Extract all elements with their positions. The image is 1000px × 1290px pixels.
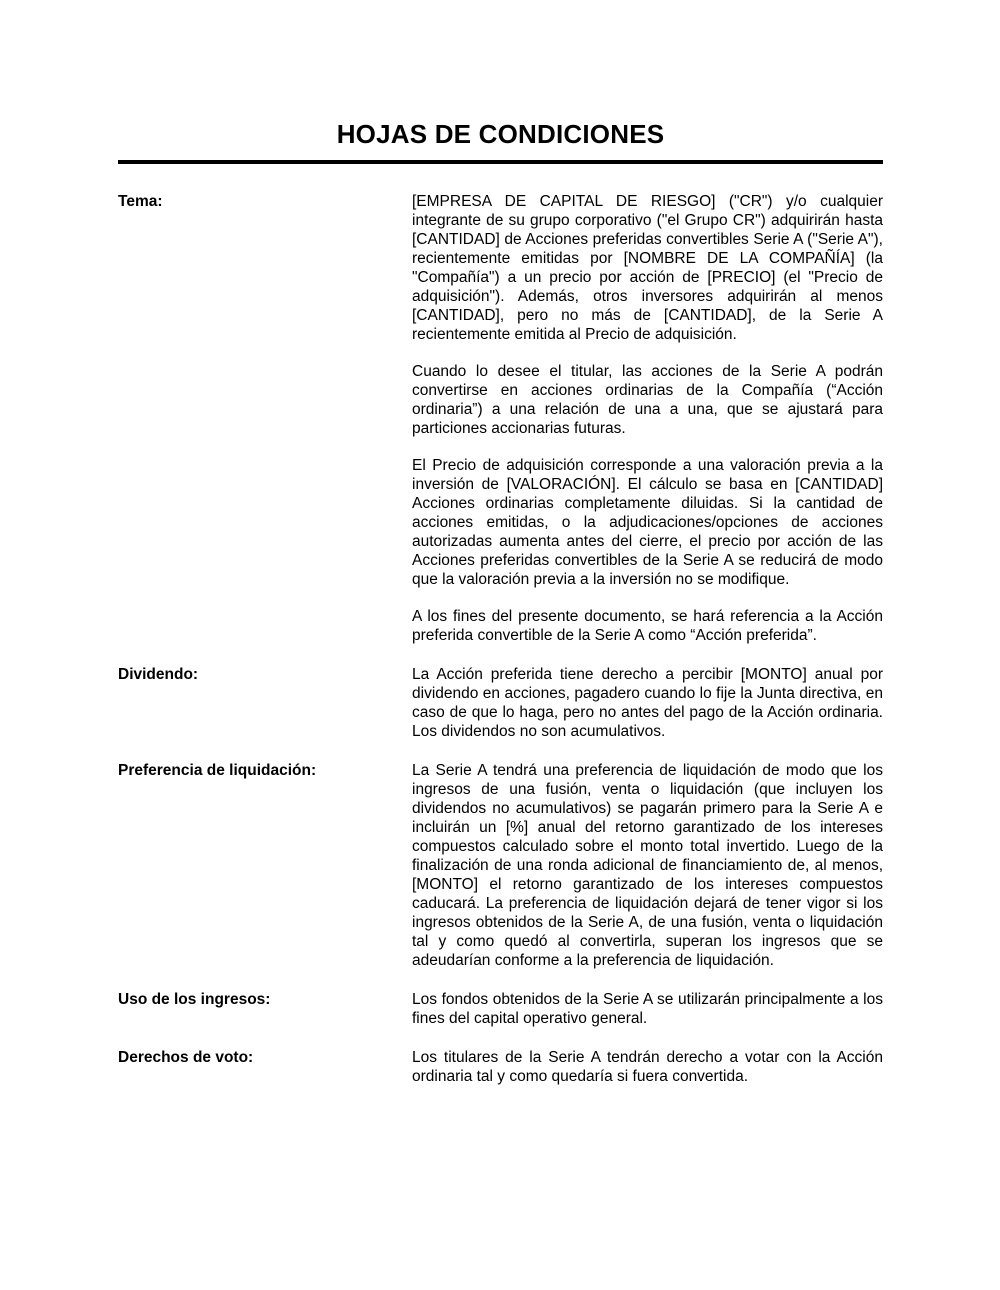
- term-body: [412, 192, 883, 645]
- title-divider: [118, 160, 883, 164]
- term-paragraph: El Precio de adquisición corresponde a una valoración previa a la inversión de [VALORACIÓN]. El cálculo se basa en [CANTIDAD] Acciones ordinarias completamente diluidas. Si la cantidad de acciones emitidas, o la adjudicaciones/opciones de acciones autorizadas aumenta antes del cierre, el precio por acción de las Acciones preferidas convertibles de la Serie A se reducirá de modo que la valoración previa a la inversión no se modifique.: [412, 457, 883, 588]
- document-page: [118, 118, 883, 1106]
- page-title: HOJAS DE CONDICIONES: [336, 119, 665, 149]
- term-body: [412, 665, 883, 741]
- term-row-dividendo: [118, 665, 883, 741]
- term-paragraph: La Serie A tendrá una preferencia de liquidación de modo que los ingresos de una fusión, venta o liquidación (que incluyen los dividendos no acumulativos) se pagarán primero para la Serie A e incluirán un [%] anual del retorno garantizado de los intereses compuestos calculado sobre el monto total invertido. Luego de la finalización de una ronda adicional de financiamiento de, al menos, [MONTO] el retorno garantizado de los intereses compuestos caducará. La preferencia de liquidación dejará de tener vigor si los ingresos obtenidos de la Serie A, de una fusión, venta o liquidación tal y como quedó al convertirla, superan los ingresos que se adeudarían conforme a la preferencia de liquidación.: [412, 762, 883, 969]
- term-sheet-list: [118, 192, 883, 1086]
- term-body: [412, 1048, 883, 1086]
- term-label: Preferencia de liquidación:: [118, 762, 317, 779]
- term-label: Uso de los ingresos:: [118, 991, 271, 1008]
- term-row-preferencia-liquidacion: [118, 761, 883, 970]
- term-paragraph: Cuando lo desee el titular, las acciones de la Serie A podrán convertirse en acciones ordinarias de la Compañía (“Acción ordinaria”) a una relación de una a una, que se ajustará para particiones accionarias futuras.: [412, 363, 883, 437]
- term-paragraph: A los fines del presente documento, se hará referencia a la Acción preferida convertible de la Serie A como “Acción preferida”.: [412, 608, 883, 644]
- term-row-derechos-voto: [118, 1048, 883, 1086]
- term-paragraph: Los titulares de la Serie A tendrán derecho a votar con la Acción ordinaria tal y como quedaría si fuera convertida.: [412, 1049, 883, 1085]
- term-body: [412, 990, 883, 1028]
- term-paragraph: La Acción preferida tiene derecho a percibir [MONTO] anual por dividendo en acciones, pagadero cuando lo fije la Junta directiva, en caso de que lo haga, pero no antes del pago de la Acción ordinaria. Los dividendos no son acumulativos.: [412, 666, 883, 740]
- term-label: Derechos de voto:: [118, 1049, 254, 1066]
- term-paragraph: Los fondos obtenidos de la Serie A se utilizarán principalmente a los fines del capital operativo general.: [412, 991, 883, 1027]
- term-row-uso-ingresos: [118, 990, 883, 1028]
- term-row-tema: [118, 192, 883, 645]
- term-label: Tema:: [118, 193, 163, 210]
- term-paragraph: [EMPRESA DE CAPITAL DE RIESGO] ("CR") y/o cualquier integrante de su grupo corporativo ("el Grupo CR") adquirirán hasta [CANTIDAD] de Acciones preferidas convertibles Serie A ("Serie A"), recientemente emitidas por [NOMBRE DE LA COMPAÑÍA] (la "Compañía") a un precio por acción de [PRECIO] (el "Precio de adquisición"). Además, otros inversores adquirirán al menos [CANTIDAD], pero no más de [CANTIDAD], de la Serie A recientemente emitida al Precio de adquisición.: [412, 193, 883, 343]
- term-label: Dividendo:: [118, 666, 199, 683]
- term-body: [412, 761, 883, 970]
